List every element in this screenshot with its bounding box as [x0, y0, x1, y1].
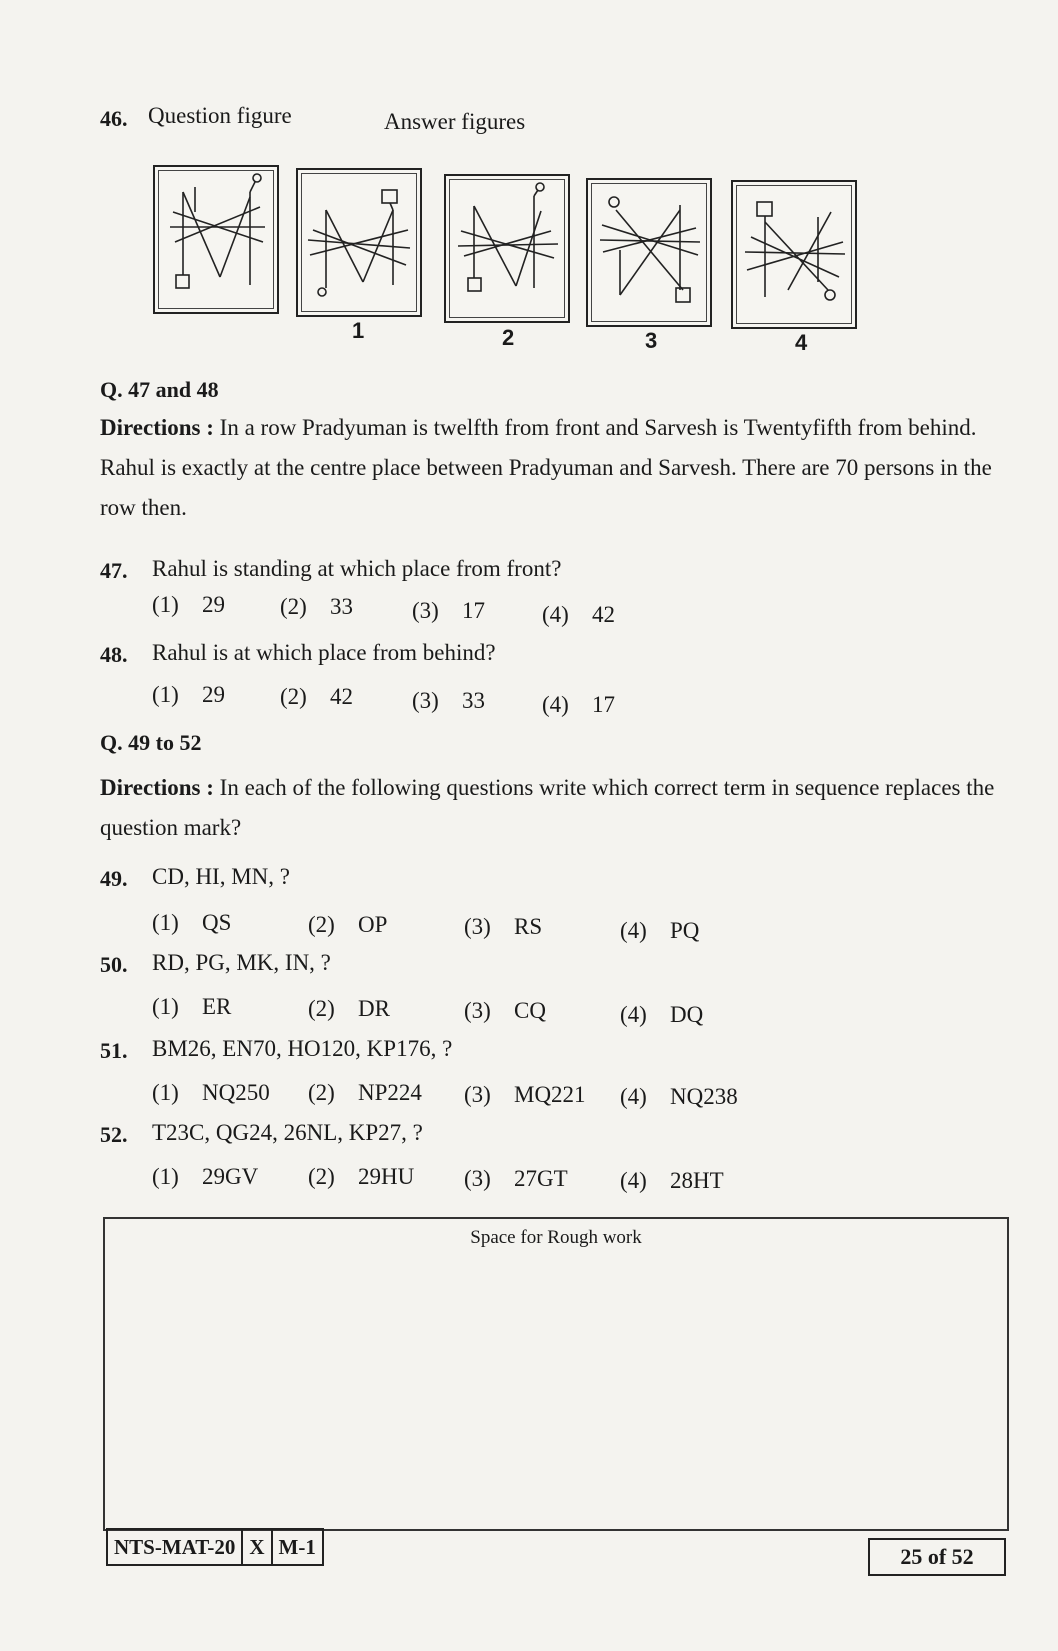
- q52-option-4[interactable]: [620, 1168, 724, 1194]
- option-value: 17: [592, 692, 615, 717]
- q52-option-1[interactable]: [152, 1164, 258, 1190]
- answer-figure-3-number: 3: [645, 328, 658, 353]
- option-value: 28HT: [670, 1168, 724, 1193]
- q49-52-directions: [100, 768, 1010, 848]
- option-number: (4): [542, 692, 569, 717]
- q49-option-3[interactable]: [464, 914, 542, 940]
- q49-52-heading: Q. 49 to 52: [100, 730, 202, 755]
- option-value: 29GV: [202, 1164, 259, 1189]
- question-figure-drawing: [155, 167, 277, 312]
- option-value: NQ250: [202, 1080, 270, 1105]
- option-value: QS: [202, 910, 232, 935]
- question-52-number: 52.: [100, 1122, 128, 1147]
- paper-code: NTS-MAT-20: [108, 1530, 243, 1564]
- answer-figure-4[interactable]: [731, 180, 857, 329]
- question-48-text: Rahul is at which place from behind?: [152, 640, 496, 665]
- q52-option-3[interactable]: [464, 1166, 568, 1192]
- directions-label: Directions :: [100, 775, 214, 800]
- option-number: (3): [464, 998, 491, 1023]
- option-number: (4): [542, 602, 569, 627]
- option-number: (2): [280, 594, 307, 619]
- option-value: 29: [202, 592, 225, 617]
- option-number: (2): [308, 912, 335, 937]
- option-value: 17: [462, 598, 485, 623]
- q51-option-2[interactable]: [308, 1080, 422, 1106]
- q50-option-3[interactable]: [464, 998, 546, 1024]
- option-number: (1): [152, 1080, 179, 1105]
- answer-figure-2-number: 2: [502, 325, 515, 350]
- option-value: DR: [358, 996, 390, 1021]
- question-50-text: RD, PG, MK, IN, ?: [152, 950, 331, 975]
- option-value: 29HU: [358, 1164, 415, 1189]
- option-value: OP: [358, 912, 388, 937]
- q50-option-1[interactable]: [152, 994, 231, 1020]
- q51-option-3[interactable]: [464, 1082, 586, 1108]
- q47-48-directions: [100, 408, 1010, 528]
- answer-figure-4-drawing: [733, 182, 855, 327]
- question-47-text: Rahul is standing at which place from front?: [152, 556, 562, 581]
- option-value: MQ221: [514, 1082, 586, 1107]
- option-value: 42: [592, 602, 615, 627]
- option-number: (1): [152, 682, 179, 707]
- answer-figure-3[interactable]: [586, 178, 712, 327]
- option-number: (1): [152, 994, 179, 1019]
- option-value: RS: [514, 914, 543, 939]
- option-value: PQ: [670, 918, 700, 943]
- directions-text: In each of the following questions write which correct term in sequence replaces the question mark?: [100, 775, 995, 840]
- option-number: (4): [620, 918, 647, 943]
- option-number: (2): [308, 1164, 335, 1189]
- rough-work-label: Space for Rough work: [470, 1227, 642, 1248]
- q48-option-4[interactable]: [542, 692, 615, 718]
- question-47-number: 47.: [100, 558, 128, 583]
- option-value: NQ238: [670, 1084, 738, 1109]
- question-49-number: 49.: [100, 866, 128, 891]
- option-number: (4): [620, 1168, 647, 1193]
- directions-label: Directions :: [100, 415, 214, 440]
- answer-figure-2[interactable]: [444, 174, 570, 323]
- option-number: (2): [308, 1080, 335, 1105]
- option-value: 33: [330, 594, 353, 619]
- option-number: (2): [280, 684, 307, 709]
- q51-option-1[interactable]: [152, 1080, 270, 1106]
- q47-option-1[interactable]: [152, 592, 225, 618]
- q51-option-4[interactable]: [620, 1084, 738, 1110]
- option-number: (1): [152, 1164, 179, 1189]
- q48-option-1[interactable]: [152, 682, 225, 708]
- option-value: ER: [202, 994, 232, 1019]
- question-48-number: 48.: [100, 642, 128, 667]
- option-number: (3): [464, 1166, 491, 1191]
- option-number: (3): [464, 1082, 491, 1107]
- paper-code-box: [106, 1528, 324, 1566]
- option-value: 33: [462, 688, 485, 713]
- answer-figure-4-number: 4: [795, 330, 808, 355]
- q52-option-2[interactable]: [308, 1164, 414, 1190]
- answer-figure-1-drawing: [298, 170, 420, 315]
- option-value: 27GT: [514, 1166, 568, 1191]
- question-figure: [153, 165, 279, 314]
- q49-option-2[interactable]: [308, 912, 387, 938]
- question-46-number: 46.: [100, 106, 128, 131]
- answer-figure-1-number: 1: [352, 318, 365, 343]
- q50-option-2[interactable]: [308, 996, 390, 1022]
- option-number: (3): [412, 598, 439, 623]
- q47-48-heading: Q. 47 and 48: [100, 377, 219, 402]
- paper-medium: M-1: [278, 1535, 316, 1559]
- q48-option-2[interactable]: [280, 684, 353, 710]
- option-number: (3): [412, 688, 439, 713]
- q49-option-4[interactable]: [620, 918, 699, 944]
- answer-figure-2-drawing: [446, 176, 568, 321]
- option-value: NP224: [358, 1080, 422, 1105]
- answer-figure-1[interactable]: [296, 168, 422, 317]
- q49-option-1[interactable]: [152, 910, 231, 936]
- page-number: 25 of 52: [868, 1538, 1006, 1576]
- option-value: 29: [202, 682, 225, 707]
- q48-option-3[interactable]: [412, 688, 485, 714]
- option-number: (1): [152, 592, 179, 617]
- paper-set: X: [243, 1530, 272, 1564]
- option-value: CQ: [514, 998, 546, 1023]
- directions-text: In a row Pradyuman is twelfth from front and Sarvesh is Twentyfifth from behind. Rahul is exactly at the centre place between Pradyuman and Sarvesh. There are 70 persons in the row then.: [100, 415, 992, 520]
- question-49-text: CD, HI, MN, ?: [152, 864, 290, 889]
- option-number: (4): [620, 1084, 647, 1109]
- option-value: 42: [330, 684, 353, 709]
- rough-work-box: [103, 1217, 1009, 1531]
- answer-figures-label: Answer figures: [384, 109, 526, 134]
- question-figure-label: Question figure: [148, 103, 292, 128]
- option-number: (2): [308, 996, 335, 1021]
- option-number: (4): [620, 1002, 647, 1027]
- answer-figure-3-drawing: [588, 180, 710, 325]
- question-50-number: 50.: [100, 952, 128, 977]
- q47-option-4[interactable]: [542, 602, 615, 628]
- option-value: DQ: [670, 1002, 704, 1027]
- question-51-text: BM26, EN70, HO120, KP176, ?: [152, 1036, 453, 1061]
- question-51-number: 51.: [100, 1038, 128, 1063]
- question-52-text: T23C, QG24, 26NL, KP27, ?: [152, 1120, 423, 1145]
- q50-option-4[interactable]: [620, 1002, 703, 1028]
- q47-option-2[interactable]: [280, 594, 353, 620]
- option-number: (3): [464, 914, 491, 939]
- q47-option-3[interactable]: [412, 598, 485, 624]
- option-number: (1): [152, 910, 179, 935]
